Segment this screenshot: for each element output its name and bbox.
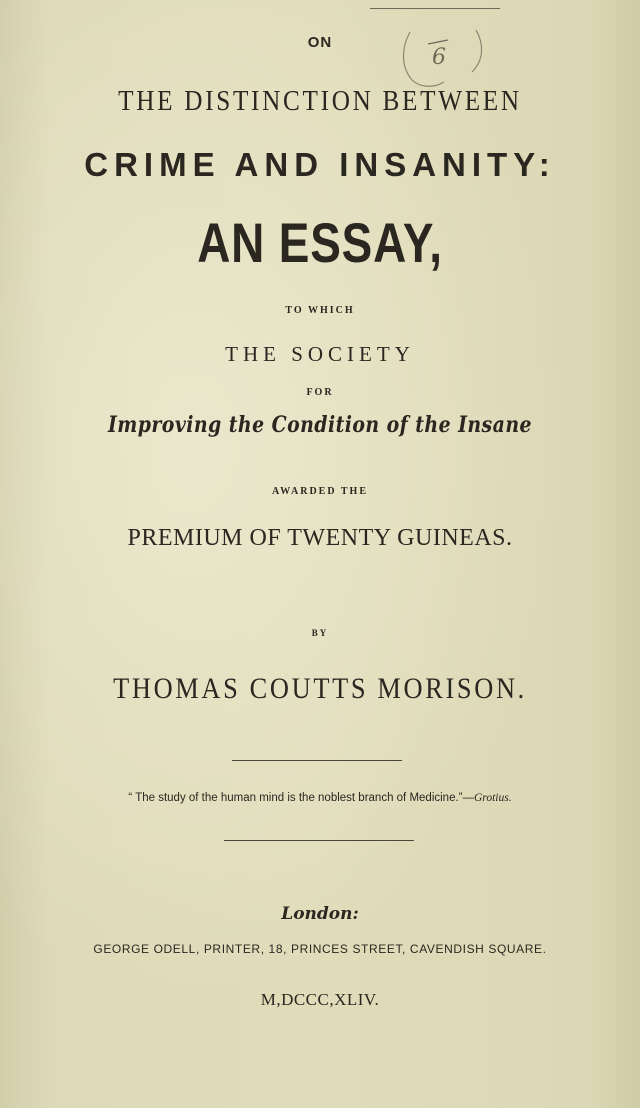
for-text: FOR [306, 387, 334, 398]
premium-heading: PREMIUM OF TWENTY GUINEAS. [127, 525, 513, 551]
awarded-text: AWARDED THE [272, 486, 368, 497]
society-name: Improving the Condition of the Insane [107, 412, 532, 438]
epigraph-text: “ The study of the human mind is the noblest branch of Medicine.”— [128, 792, 474, 804]
on-heading: ON [307, 34, 333, 51]
divider-rule [232, 760, 402, 761]
society-heading: THE SOCIETY [225, 342, 415, 366]
handwritten-shelf-mark [398, 26, 488, 90]
author-name: THOMAS COUTTS MORISON. [113, 672, 527, 705]
divider-rule [224, 840, 414, 841]
top-rule [370, 8, 500, 9]
printer-imprint: GEORGE ODELL, PRINTER, 18, PRINCES STREET, CAVENDISH SQUARE. [93, 942, 547, 956]
to-which-text: TO WHICH [285, 305, 355, 316]
by-text: BY [311, 628, 329, 638]
essay-title: AN ESSAY, [197, 211, 443, 274]
distinction-heading: THE DISTINCTION BETWEEN [118, 86, 522, 117]
epigraph [0, 792, 640, 804]
place-of-publication: London: [281, 904, 359, 924]
shelf-mark-text: 6 [432, 45, 446, 70]
publication-date: M,DCCC,XLIV. [260, 990, 380, 1009]
crime-insanity-heading: CRIME AND INSANITY: [84, 146, 556, 183]
epigraph-attribution: Grotius. [474, 792, 512, 804]
